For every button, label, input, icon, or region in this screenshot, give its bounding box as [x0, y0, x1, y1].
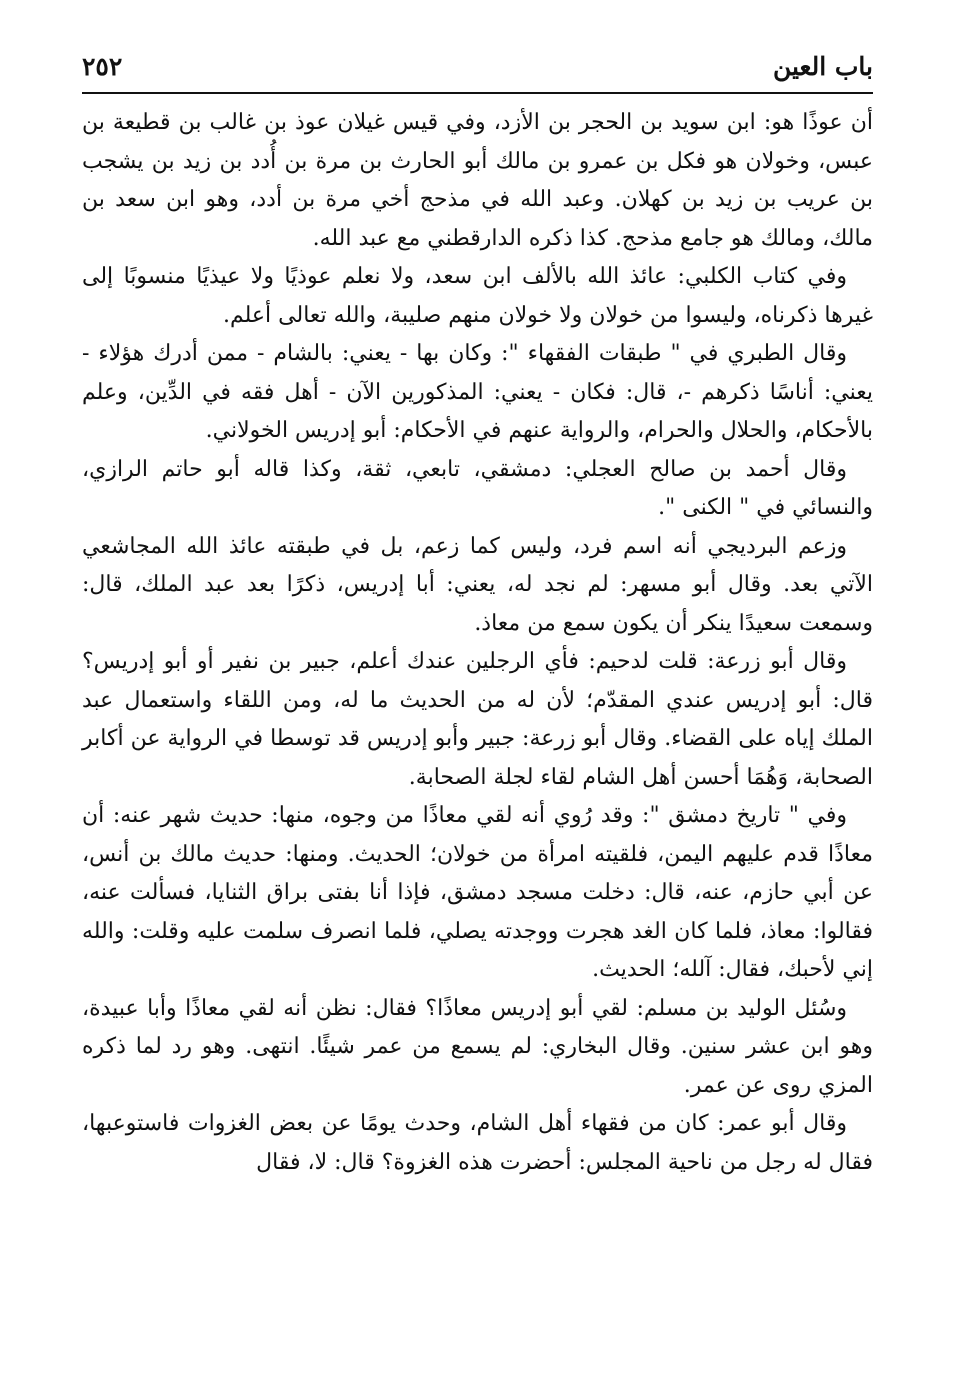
- paragraph: وفي " تاريخ دمشق ": وقد رُوي أنه لقي معاذًا من وجوه، منها: حديث شهر عنه: أن معاذًا قدم عليهم اليمن، فلقيته امرأة من خولان؛ الحديث. ومنها: حديث مالك بن أنس، عن أبي حازم، عنه، قال: دخلت مسجد دمشق، فإذا أنا بفتى براق الثنايا، فسألت عنه، فقالوا: معاذ، فلما كان الغد هجرت ووجدته يصلي، فلما انصرف سلمت عليه وقلت: والله إني لأحبك، فقال: آلله؛ الحديث.: [82, 803, 873, 982]
- paragraph: وقال أبو زرعة: قلت لدحيم: فأي الرجلين عندك أعلم، جبير بن نفير أو أبو إدريس؟ قال: أبو إدريس عندي المقدّم؛ لأن له من الحديث ما له، ومن اللقاء واستعمال عبد الملك إياه على القضاء. وقال أبو زرعة: جبير وأبو إدريس قد توسطا في الرواية عن أكابر الصحابة، وَهُمَا أحسن أهل الشام لقاء لجلة الصحابة.: [82, 649, 874, 790]
- page-header: [82, 40, 873, 94]
- paragraph: أن عوذًا هو: ابن سويد بن الحجر بن الأزد، وفي قيس غيلان عوذ بن غالب بن قطيعة بن عبس، وخولان هو فكل بن عمرو بن مالك أبو الحارث بن مرة بن أُدد بن زيد بن يشجب بن عريب بن زيد بن كهلان. وعبد الله في مذحج أخي مرة بن أدد، وهو ابن سعد بن مالك، ومالك هو جامع مذحج. كذا ذكره الدارقطني مع عبد الله.: [82, 110, 873, 251]
- paragraph: وسُئل الوليد بن مسلم: لقي أبو إدريس معاذًا؟ فقال: نظن أنه لقي معاذًا وأبا عبيدة، وهو ابن عشر سنين. وقال البخاري: لم يسمع من عمر شيئًا. انتهى. وهو رد لما ذكره المزي روى عن عمر.: [82, 995, 873, 1098]
- paragraph: وفي كتاب الكلبي: عائذ الله بالألف ابن سعد، ولا نعلم عوذيًا ولا عيذيًا منسوبًا إلى غيرها ذكرناه، وليسوا من خولان ولا خولان منهم صليبة، والله تعالى أعلم.: [82, 264, 873, 328]
- chapter-title: باب العين: [772, 51, 873, 81]
- page-number: ٢٥٢: [82, 51, 123, 81]
- paragraph: وقال أبو عمر: كان من فقهاء أهل الشام، وحدث يومًا عن بعض الغزوات فاستوعبها، فقال له رجل من ناحية المجلس: أحضرت هذه الغزوة؟ قال: لا، فقال: [82, 1111, 873, 1175]
- page-body: [82, 104, 873, 1182]
- paragraph: وقال أحمد بن صالح العجلي: دمشقي، تابعي، ثقة، وكذا قاله أبو حاتم الرازي، والنسائي في " الكنى ".: [82, 456, 873, 520]
- paragraph: وزعم البرديجي أنه اسم فرد، وليس كما زعم، بل في طبقته عائذ الله المجاشعي الآتي بعد. وقال أبو مسهر: لم نجد له، يعني: أبا إدريس، ذكرًا بعد عبد الملك، قال: وسمعت سعيدًا ينكر أن يكون سمع من معاذ.: [82, 533, 873, 636]
- paragraph: وقال الطبري في " طبقات الفقهاء ": وكان بها - يعني: بالشام - ممن أدرك هؤلاء - يعني: أناسًا ذكرهم -، قال: فكان - يعني: المذكورين الآن - أهل فقه في الدِّين، وعلم بالأحكام، والحلال والحرام، والرواية عنهم في الأحكام: أبو إدريس الخولاني.: [82, 341, 873, 443]
